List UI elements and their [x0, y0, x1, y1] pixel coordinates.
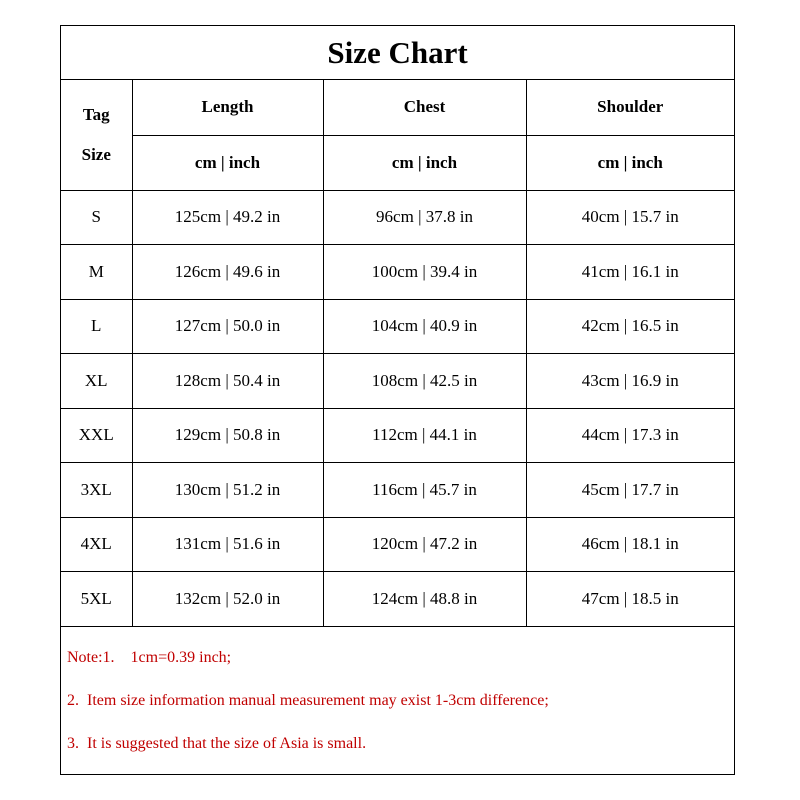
- notes-section: [61, 626, 734, 774]
- length-cell: 129cm | 50.8 in: [132, 408, 323, 462]
- note-1: Note:1. 1cm=0.39 inch;: [67, 649, 232, 666]
- shoulder-cell: 44cm | 17.3 in: [526, 408, 734, 462]
- size-label: Size: [81, 144, 111, 164]
- length-cell: 131cm | 51.6 in: [132, 517, 323, 571]
- table-row: [61, 571, 734, 626]
- table-row: [61, 462, 734, 517]
- shoulder-cell: 40cm | 15.7 in: [526, 190, 734, 244]
- shoulder-cell: 42cm | 16.5 in: [526, 299, 734, 353]
- table-row: [61, 353, 734, 408]
- chart-title: Size Chart: [61, 26, 734, 80]
- size-cell: XXL: [61, 408, 132, 462]
- shoulder-units: cm | inch: [526, 135, 734, 190]
- size-chart: [60, 25, 735, 775]
- chest-cell: 112cm | 44.1 in: [323, 408, 526, 462]
- chest-cell: 100cm | 39.4 in: [323, 244, 526, 299]
- table-row: [61, 244, 734, 299]
- table-row: [61, 517, 734, 571]
- chest-cell: 108cm | 42.5 in: [323, 353, 526, 408]
- note-3: 3. It is suggested that the size of Asia is small.: [67, 735, 367, 752]
- length-cell: 125cm | 49.2 in: [132, 190, 323, 244]
- length-cell: 128cm | 50.4 in: [132, 353, 323, 408]
- size-cell: M: [61, 244, 132, 299]
- chest-units: cm | inch: [323, 135, 526, 190]
- tag-label: Tag: [82, 104, 110, 124]
- table-row: [61, 190, 734, 244]
- size-cell: 3XL: [61, 462, 132, 517]
- length-units: cm | inch: [132, 135, 323, 190]
- chest-header: Chest: [323, 80, 526, 135]
- shoulder-header: Shoulder: [526, 80, 734, 135]
- size-cell: S: [61, 190, 132, 244]
- length-cell: 127cm | 50.0 in: [132, 299, 323, 353]
- size-cell: L: [61, 299, 132, 353]
- size-cell: 5XL: [61, 571, 132, 626]
- chest-cell: 104cm | 40.9 in: [323, 299, 526, 353]
- note-2: 2. Item size information manual measurement may exist 1-3cm difference;: [67, 692, 549, 709]
- length-cell: 126cm | 49.6 in: [132, 244, 323, 299]
- table-row: [61, 299, 734, 353]
- shoulder-cell: 46cm | 18.1 in: [526, 517, 734, 571]
- tag-size-header: [61, 80, 132, 190]
- chest-cell: 116cm | 45.7 in: [323, 462, 526, 517]
- length-cell: 130cm | 51.2 in: [132, 462, 323, 517]
- shoulder-cell: 41cm | 16.1 in: [526, 244, 734, 299]
- length-cell: 132cm | 52.0 in: [132, 571, 323, 626]
- size-cell: 4XL: [61, 517, 132, 571]
- shoulder-cell: 43cm | 16.9 in: [526, 353, 734, 408]
- units-row: [61, 135, 734, 190]
- chest-cell: 124cm | 48.8 in: [323, 571, 526, 626]
- shoulder-cell: 47cm | 18.5 in: [526, 571, 734, 626]
- chest-cell: 120cm | 47.2 in: [323, 517, 526, 571]
- size-cell: XL: [61, 353, 132, 408]
- table-row: [61, 408, 734, 462]
- shoulder-cell: 45cm | 17.7 in: [526, 462, 734, 517]
- size-table: [61, 80, 734, 627]
- header-row: [61, 80, 734, 135]
- length-header: Length: [132, 80, 323, 135]
- chest-cell: 96cm | 37.8 in: [323, 190, 526, 244]
